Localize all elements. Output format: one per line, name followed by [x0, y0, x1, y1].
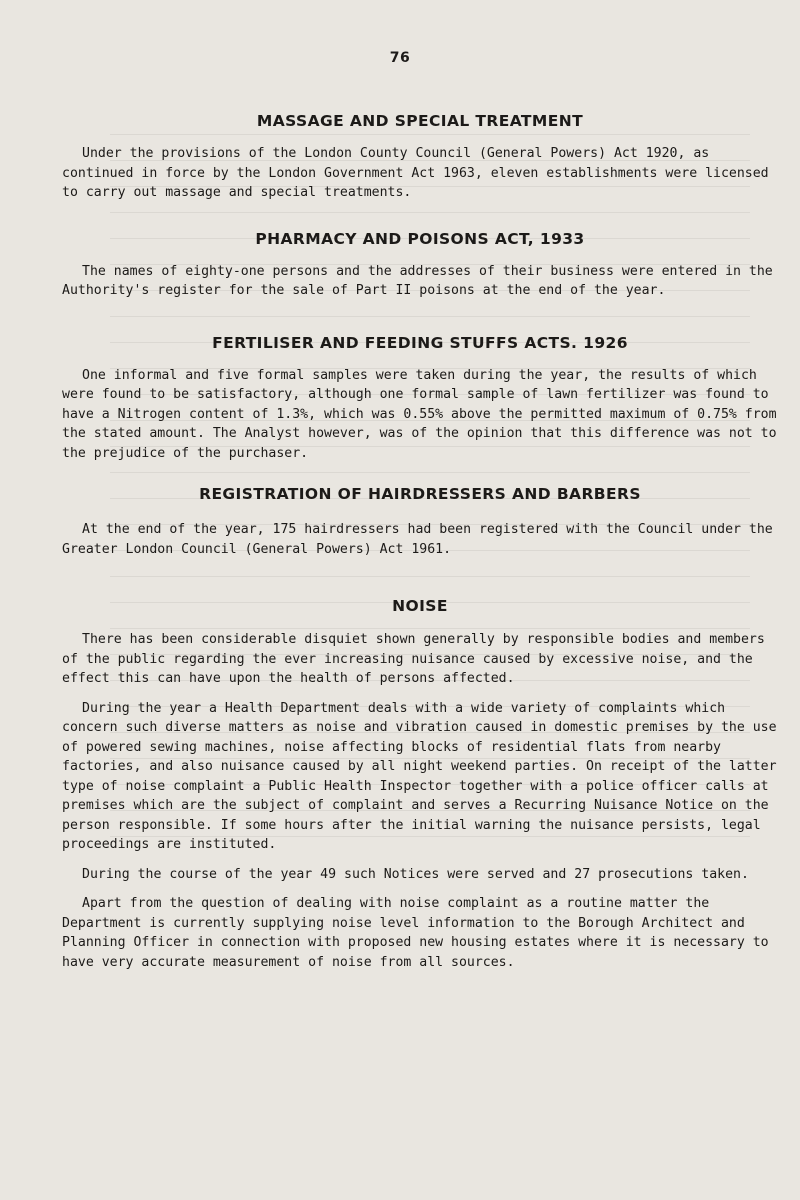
- section-noise: [62, 597, 778, 972]
- section-paragraph: Under the provisions of the London County Council (General Powers) Act 1920, as continued in force by the London Government Act 1963, eleven establishments were licensed to carry out massage and special treatments.: [62, 146, 769, 200]
- page-number: 76: [389, 50, 411, 66]
- page-body: [62, 112, 778, 972]
- section-paragraph: The names of eighty-one persons and the addresses of their business were entered in the Authority's register for the sale of Part II poisons at the end of the year.: [62, 263, 773, 298]
- section-fertiliser: [62, 334, 778, 464]
- section-paragraph: During the year a Health Department deals with a wide variety of complaints which concern such diverse matters as noise and vibration caused in domestic premises by the use of powered sewing machines, noise affecting blocks of residential flats from nearby factories, and also nuisance caused by all night weekend parties. On receipt of the latter type of noise complaint a Public Health Inspector together with a police officer calls at premises which are the subject of complaint and serves a Recurring Nuisance Notice on the person responsible. If some hours after the initial warning the nuisance persists, legal proceedings are instituted.: [62, 700, 777, 852]
- section-heading: PHARMACY AND POISONS ACT, 1933: [255, 229, 585, 248]
- section-paragraph: At the end of the year, 175 hairdressers had been registered with the Council under the Greater London Council (General Powers) Act 1961.: [62, 522, 773, 557]
- section-paragraph: There has been considerable disquiet shown generally by responsible bodies and members of the public regarding the ever increasing nuisance caused by excessive noise, and the effect this can have upon the health of persons affected.: [62, 632, 765, 686]
- section-paragraph: Apart from the question of dealing with noise complaint as a routine matter the Department is currently supplying noise level information to the Borough Architect and Planning Officer in connection with proposed new housing estates where it is necessary to have very accurate measurement of noise from all sources.: [62, 896, 769, 970]
- section-pharmacy: [62, 230, 778, 301]
- section-heading: REGISTRATION OF HAIRDRESSERS AND BARBERS: [199, 485, 641, 503]
- section-massage: [62, 112, 778, 203]
- section-heading: NOISE: [392, 597, 448, 615]
- section-hairdressers: [62, 485, 778, 559]
- section-heading: MASSAGE AND SPECIAL TREATMENT: [256, 112, 584, 130]
- section-paragraph: During the course of the year 49 such Notices were served and 27 prosecutions taken.: [82, 866, 749, 882]
- section-paragraph: One informal and five formal samples were taken during the year, the results of which were found to be satisfactory, although one formal sample of lawn fertilizer was found to have a Nitrogen content of 1.3%, which was 0.55% above the permitted maximum of 0.75% from the stated amount. The Analyst however, was of the opinion that this difference was not to the prejudice of the purchaser.: [62, 367, 777, 461]
- section-heading: FERTILISER AND FEEDING STUFFS ACTS. 1926: [212, 333, 628, 352]
